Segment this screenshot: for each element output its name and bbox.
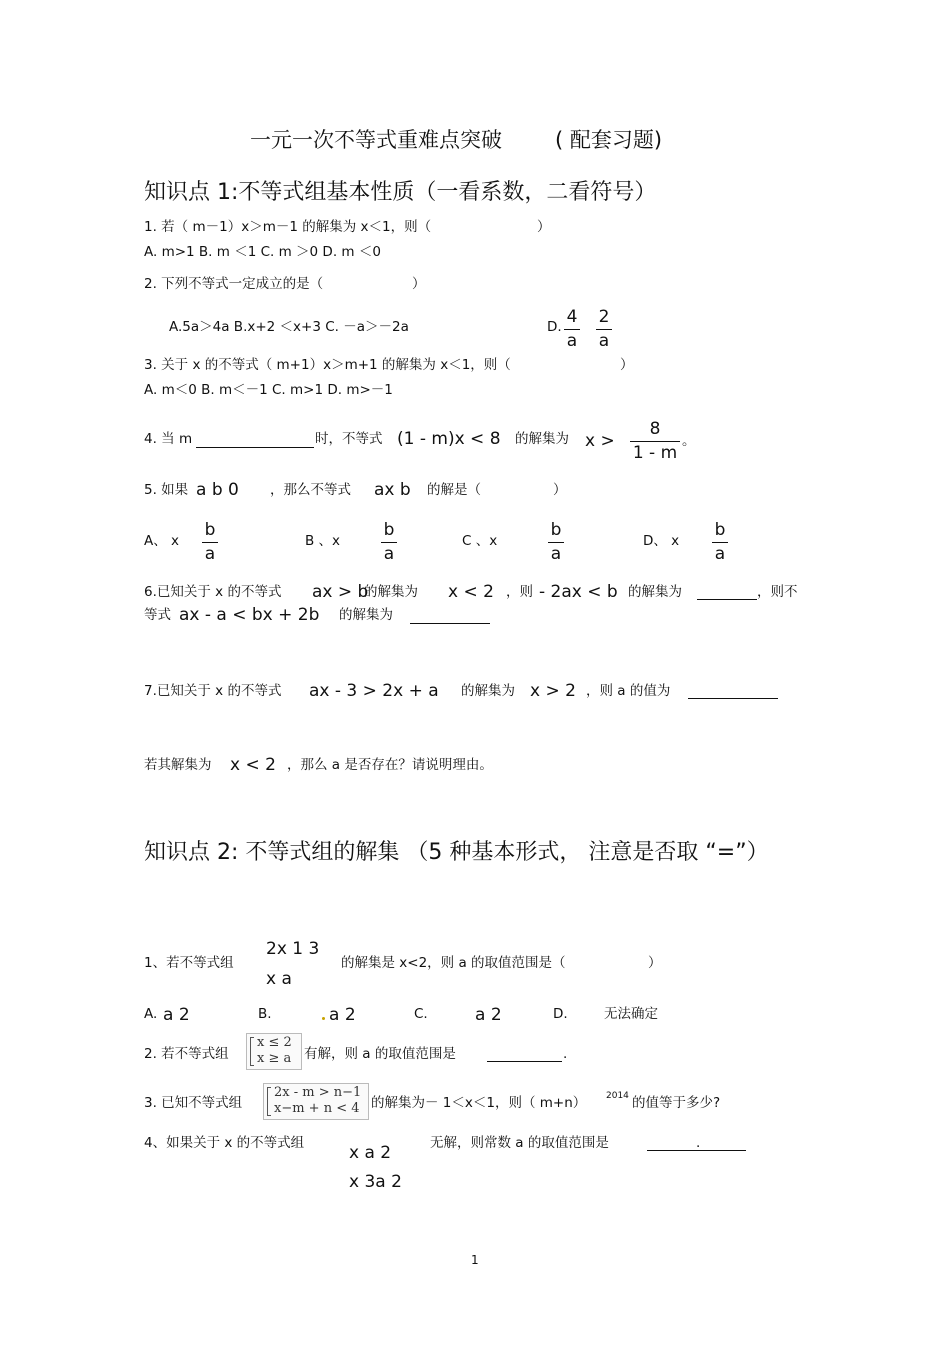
s2-question-1-system-line2: x a — [266, 969, 292, 989]
question-6-line2-a: 等式 — [144, 607, 171, 623]
question-6-line1-g: 的解集为 — [628, 584, 682, 600]
system-line: x ≤ 2 — [257, 1035, 292, 1050]
system-line: x ≥ a — [257, 1051, 292, 1067]
question-6-line1-c: 的解集为 — [364, 584, 418, 600]
s2-question-2-prefix: 2. 若不等式组 — [144, 1046, 229, 1062]
fraction-bar — [596, 329, 612, 330]
question-3-paren: ） — [620, 357, 634, 373]
question-5-option-c-label: C 、x — [462, 533, 498, 549]
s2-question-1-option-c-expr: a 2 — [475, 1005, 502, 1025]
question-2-text: 2. 下列不等式一定成立的是（ — [144, 276, 324, 292]
fraction-bar — [381, 542, 397, 543]
s2-question-1-option-a-expr: a 2 — [163, 1005, 190, 1025]
section-heading-2: 知识点 2: 不等式组的解集 （5 种基本形式， 注意是否取 “=”） — [144, 840, 769, 865]
question-7-d: x > 2 — [530, 681, 576, 701]
question-4-answer-blank — [196, 447, 314, 448]
question-7-c: 的解集为 — [461, 683, 515, 699]
question-4-middle: 时，不等式 — [315, 431, 383, 447]
fraction-bar — [564, 329, 580, 330]
s2-question-1-option-d-text: 无法确定 — [604, 1006, 658, 1022]
question-6-line1-a: 6.已知关于 x 的不等式 — [144, 584, 282, 600]
fraction-numerator: b — [550, 520, 562, 540]
question-2-options: A.5a＞4a B.x+2 ＜x+3 C. －a＞－2a — [169, 319, 409, 335]
question-5-after: 的解是（ — [427, 482, 481, 498]
fraction-denominator: a — [714, 544, 726, 564]
s2-question-1-after: 的解集是 x<2，则 a 的取值范围是（ — [341, 955, 566, 971]
section-heading-1: 知识点 1:不等式组基本性质（一看系数，二看符号） — [144, 180, 657, 205]
question-5-prefix: 5. 如果 — [144, 482, 189, 498]
question-6-line2-c: 的解集为 — [339, 607, 393, 623]
s2-question-3-end: 的值等于多少? — [632, 1095, 721, 1111]
fraction-numerator: 4 — [566, 307, 578, 327]
question-6-line1-h: ，则不 — [757, 584, 798, 600]
fraction-bar — [630, 441, 680, 442]
question-3-options: A. m＜0 B. m＜－1 C. m>1 D. m>－1 — [144, 382, 393, 398]
decorative-dot — [322, 1017, 325, 1020]
question-7-line2-b: x < 2 — [230, 755, 276, 775]
fraction-denominator: a — [566, 331, 578, 351]
question-5-option-a-label: A、 x — [144, 533, 180, 549]
system-line: x−m + n < 4 — [274, 1101, 360, 1117]
s2-question-1-option-a: A. — [144, 1006, 158, 1022]
question-5-paren: ） — [553, 482, 567, 498]
question-1-text: 1. 若（ m－1）x＞m－1 的解集为 x＜1，则（ — [144, 219, 432, 235]
s2-question-1-option-b: B. — [258, 1006, 272, 1022]
question-5-option-d-fraction — [712, 522, 728, 563]
question-4-x-greater: x > — [585, 431, 615, 451]
question-7-b: ax - 3 > 2x + a — [309, 681, 439, 701]
question-6-line1-e: ，则 — [506, 584, 533, 600]
fraction-denominator: a — [383, 544, 395, 564]
s2-question-4-system-line2: x 3a 2 — [349, 1172, 402, 1192]
question-7-answer-blank — [688, 698, 778, 699]
s2-question-3-exponent: 2014 — [606, 1091, 629, 1101]
page-title-suffix: ( 配套习题) — [555, 128, 663, 152]
s2-question-2-after: 有解，则 a 的取值范围是 — [304, 1046, 456, 1062]
page-title: 一元一次不等式重难点突破 — [250, 128, 502, 152]
question-7-line2-c: ，那么 a 是否存在？请说明理由。 — [287, 757, 493, 773]
s2-question-3-after: 的解集为－ 1＜x＜1，则（ m+n） — [371, 1095, 587, 1111]
question-4-after: 的解集为 — [515, 431, 569, 447]
fraction-bar — [202, 542, 218, 543]
fraction-denominator: a — [204, 544, 216, 564]
fraction-numerator: b — [714, 520, 726, 540]
question-5-expression: ax b — [374, 480, 411, 500]
question-2-option-d: D. — [547, 319, 562, 335]
question-5-option-b-label: B 、x — [305, 533, 341, 549]
question-1-paren: ） — [537, 219, 551, 235]
fraction-bar — [548, 542, 564, 543]
question-5-option-b-fraction — [381, 522, 397, 563]
s2-question-4-prefix: 4、如果关于 x 的不等式组 — [144, 1135, 305, 1151]
question-2-paren: ） — [412, 276, 426, 292]
s2-question-2-system-image — [246, 1033, 302, 1070]
fraction-denominator: a — [598, 331, 610, 351]
question-1-options: A. m>1 B. m ＜1 C. m ＞0 D. m ＜0 — [144, 244, 381, 260]
question-2-fraction-2 — [596, 309, 612, 350]
system-line: 2x - m > n−1 — [274, 1085, 362, 1100]
s2-question-4-after: 无解，则常数 a 的取值范围是 — [430, 1135, 609, 1151]
question-4-expression: (1 - m)x < 8 — [397, 429, 501, 449]
s2-question-4-end: . — [696, 1135, 701, 1151]
fraction-denominator: 1 - m — [632, 443, 678, 463]
question-4-prefix: 4. 当 m — [144, 431, 193, 447]
s2-question-3-prefix: 3. 已知不等式组 — [144, 1095, 243, 1111]
question-7-e: ，则 a 的值为 — [586, 683, 671, 699]
question-2-fraction-1 — [564, 309, 580, 350]
s2-question-2-answer-blank — [487, 1061, 562, 1062]
question-5-option-c-fraction — [548, 522, 564, 563]
fraction-numerator: b — [383, 520, 395, 540]
question-6-line1-d: x < 2 — [448, 582, 494, 602]
question-3-text: 3. 关于 x 的不等式（ m+1）x＞m+1 的解集为 x＜1，则（ — [144, 357, 511, 373]
s2-question-1-option-d: D. — [553, 1006, 568, 1022]
question-7-a: 7.已知关于 x 的不等式 — [144, 683, 282, 699]
fraction-numerator: 8 — [649, 419, 661, 439]
fraction-bar — [712, 542, 728, 543]
question-5-middle: ，那么不等式 — [270, 482, 351, 498]
question-5-option-a-fraction — [202, 522, 218, 563]
s2-question-3-system-image — [263, 1083, 369, 1120]
fraction-denominator: a — [550, 544, 562, 564]
s2-question-1-option-c: C. — [414, 1006, 428, 1022]
fraction-numerator: 2 — [598, 307, 610, 327]
fraction-numerator: b — [204, 520, 216, 540]
s2-question-4-system-line1: x a 2 — [349, 1143, 392, 1163]
question-6-line1-f: - 2ax < b — [539, 582, 618, 602]
s2-question-1-option-b-expr: a 2 — [329, 1005, 356, 1025]
s2-question-2-end: . — [563, 1046, 568, 1062]
question-5-condition: a b 0 — [196, 480, 239, 500]
s2-question-1-prefix: 1、若不等式组 — [144, 955, 234, 971]
s2-question-1-system-line1: 2x 1 3 — [266, 939, 320, 959]
question-6-line1-b: ax > b — [312, 582, 369, 602]
page-number: 1 — [471, 1253, 479, 1267]
question-5-option-d-label: D、 x — [643, 533, 680, 549]
question-4-fraction — [630, 421, 680, 462]
s2-question-1-paren: ） — [648, 955, 662, 971]
question-7-line2-a: 若其解集为 — [144, 757, 212, 773]
question-6-line2-b: ax - a < bx + 2b — [179, 605, 320, 625]
question-6-answer-blank-1 — [697, 599, 757, 600]
question-6-answer-blank-2 — [410, 623, 490, 624]
question-4-end: 。 — [682, 433, 696, 449]
